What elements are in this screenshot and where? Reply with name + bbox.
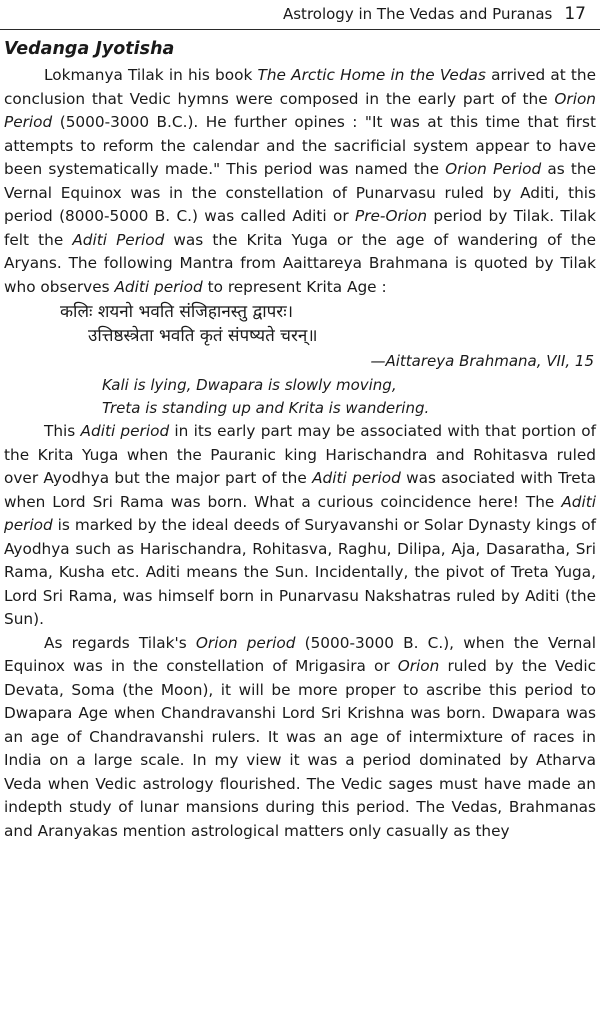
emphasis: Orion Period	[445, 160, 542, 178]
text-run: as the Vernal Equinox was in the constellation of Punarvasu ruled by Aditi, this period (8000-5000 B. C.) was called Aditi or	[4, 160, 596, 225]
text-run: Lokmanya Tilak in his book	[44, 66, 258, 84]
emphasis: Aditi period	[312, 469, 401, 487]
paragraph-3	[4, 632, 596, 844]
emphasis: Aditi Period	[72, 230, 165, 249]
text-run: arrived at the conclusion that Vedic hymns were composed in the early part of the	[4, 66, 597, 108]
running-header	[283, 4, 586, 24]
text-run: As regards Tilak's	[44, 633, 196, 652]
section-heading: Vedanga Jyotisha	[4, 39, 175, 59]
text-run: in its early part may be associated with that portion of the Krita Yuga when the Pauranic king Harischandra and Rohitasva ruled over Ayodhya but the major part of the	[4, 422, 597, 487]
text-run: is marked by the ideal deeds of Suryavanshi or Solar Dynasty kings of Ayodhya such as Harischandra, Rohitasva, Raghu, Dilipa, Aja, Dasaratha, Sri Rama, Kusha etc. Aditi means the Sun. Incidentally, the pivot of Treta Yuga, Lord Sri Rama, was himself born in Punarvasu Nakshatras ruled by Aditi (the Sun).	[4, 516, 596, 628]
paragraph-2	[4, 420, 596, 632]
text-run: to represent Krita Age :	[202, 277, 387, 296]
paragraph-1	[4, 64, 596, 299]
emphasis: Orion Period	[4, 89, 596, 131]
running-title: Astrology in The Vedas and Puranas	[282, 5, 553, 23]
text-run: (5000-3000 B.C.). He further opines : "It was at this time that first attempts to reform the calendar and the sacrificial system appear to have been systematically made." This period was named the	[4, 113, 596, 178]
header-rule	[0, 29, 600, 30]
emphasis: Aditi period	[4, 492, 596, 534]
book-title: The Arctic Home in the Vedas	[257, 66, 486, 84]
text-run: period by Tilak. Tilak felt the	[4, 207, 597, 249]
text-run: This	[44, 422, 81, 440]
text-run: was asociated with Treta when Lord Sri Rama was born. What a curious coincidence here! The	[4, 469, 596, 511]
emphasis: Aditi period	[80, 422, 170, 440]
sanskrit-verse-line-2: उत्तिष्ठस्त्रेता भवति कृतं संपष्यते चरन्॥	[88, 326, 318, 346]
translation-line-2: Treta is standing up and Krita is wandering.	[102, 399, 430, 417]
text-run: was the Krita Yuga or the age of wandering of the Aryans. The following Mantra from Aaittareya Brahmana is quoted by Tilak who observes	[4, 230, 596, 296]
text-run: (5000-3000 B. C.), when the Vernal Equinox was in the constellation of Mrigasira or	[4, 633, 596, 675]
page-number: 17	[564, 4, 586, 24]
sanskrit-verse-line-1: कलिः शयनो भवति संजिहानस्तु द्वापरः।	[60, 302, 294, 322]
text-run: ruled by the Vedic Devata, Soma (the Moon), it will be more proper to ascribe this period to Dwapara Age when Chandravanshi Lord Sri Krishna was born. Dwapara was an age of Chandravanshi rulers. It was an age of intermixture of races in India on a large scale. In my view it was a period dominated by Atharva Veda when Vedic astrology flourished. The Vedic sages must have made an indepth study of lunar mansions during this period. The Vedas, Brahmanas and Aranyakas mention astrological matters only casually as they	[4, 657, 597, 840]
translation-line-1: Kali is lying, Dwapara is slowly moving,	[102, 376, 397, 394]
emphasis: Orion	[397, 657, 440, 675]
verse-citation: —Aittareya Brahmana, VII, 15	[370, 352, 594, 370]
emphasis: Aditi period	[114, 277, 203, 296]
page-body	[4, 35, 596, 843]
emphasis: Pre-Orion	[355, 207, 428, 225]
emphasis: Orion period	[195, 633, 296, 652]
